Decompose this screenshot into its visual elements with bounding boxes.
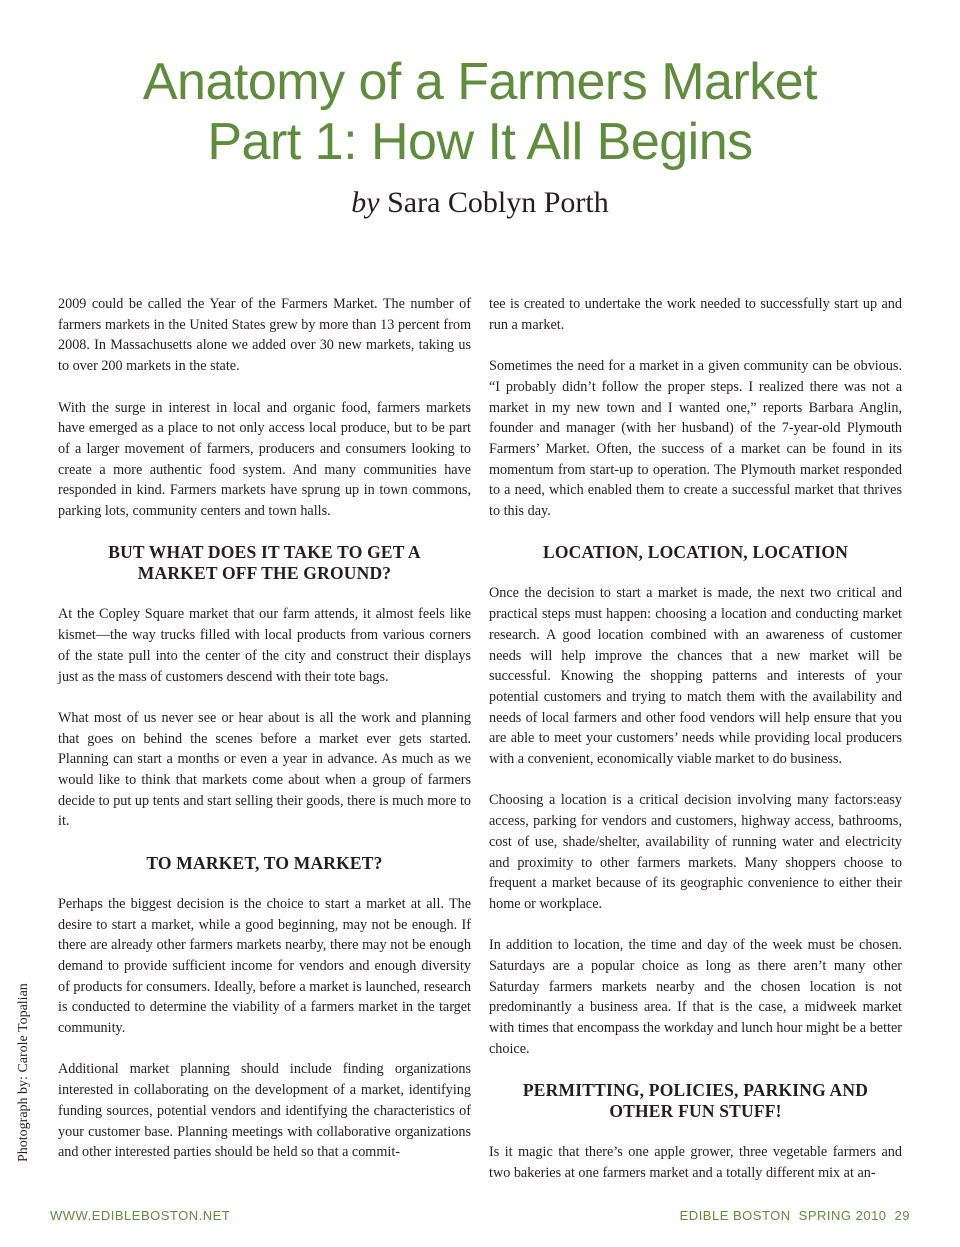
paragraph: Is it magic that there’s one apple grower, three vegetable farmers and two bakeries at one farmers market and a totally different mix at an- xyxy=(489,1144,902,1181)
paragraph: Perhaps the biggest decision is the choice to start a market at all. The desire to start a market, while a good beginning, may not be enough. If there are already other farmers markets nearby, there may not be enough demand to provide sufficient income for vendors and enough diversity of products for consumers. Ideally, before a market is launched, research is conducted to determine the viability of a farmers market in the target community. xyxy=(58,895,471,1037)
paragraph: Choosing a location is a critical decision involving many factors:easy access, parking for vendors and customers, highway access, bathrooms, cost of use, shade/shelter, availability of running water and electricity and proximity to other farmers markets. Many shoppers choose to frequent a market because of its geographic convenience to either their home or workplace. xyxy=(489,792,902,912)
photo-credit: Photograph by: Carole Topalian xyxy=(16,983,31,1162)
article-title xyxy=(0,52,960,172)
byline-prefix: by xyxy=(351,186,380,219)
paragraph: At the Copley Square market that our farm attends, it almost feels like kismet—the way trucks filled with local products from various corners of the state pull into the center of the city and construct their displays just as the mass of customers descend with their tote bags. xyxy=(58,606,471,685)
paragraph: Sometimes the need for a market in a given community can be obvious. “I probably didn’t follow the proper steps. I realized there was not a market in my new town and I wanted one,” reports Barbara Anglin, founder and manager (with her husband) of the 7-year-old Plymouth Farmers’ Market. Often, the success of a market can be found in its momentum from start-up to operation. The Plymouth market responded to a need, which enabled them to create a successful market that thrives to this day. xyxy=(489,358,902,520)
paragraph: Additional market planning should include finding organizations interested in collaborating on the development of a market, identifying funding sources, potential vendors and identifying the characteristics of your customer base. Planning meetings with collaborative organizations and other interested parties should be held so that a commit- xyxy=(58,1061,471,1161)
footer-folio xyxy=(680,1208,910,1223)
footer-issue: SPRING 2010 xyxy=(798,1208,887,1223)
section-heading: LOCATION, LOCATION, LOCATION xyxy=(542,542,849,563)
paragraph: tee is created to undertake the work needed to successfully start up and run a market. xyxy=(489,296,902,333)
footer-publication: EDIBLE BOSTON xyxy=(679,1208,791,1223)
paragraph: Once the decision to start a market is made, the next two critical and practical steps must happen: choosing a location and conducting market research. A good location combined with an awareness of customer needs will help improve the chances that a new market will be successful. Knowing the shopping patterns and interests of your potential customers and trying to match them with the availability and needs of local farmers and other food vendors will help ensure that you are able to meet your customers’ needs while providing local producers with a convenient, economically viable market to do business. xyxy=(489,585,902,768)
paragraph: 2009 could be called the Year of the Farmers Market. The number of farmers markets in the United States grew by more than 13 percent from 2008. In Massachusetts alone we added over 30 new markets, taking us to over 200 markets in the state. xyxy=(58,296,471,375)
paragraph: In addition to location, the time and day of the week must be chosen. Saturdays are a popular choice as long as there aren’t many other Saturday farmers markets nearby and the chosen location is not predominantly a business area. If that is the case, a midweek market with times that encompass the workday and lunch hour might be a better choice. xyxy=(489,937,902,1057)
page-number: 29 xyxy=(894,1208,910,1223)
footer-website: WWW.EDIBLEBOSTON.NET xyxy=(50,1208,231,1223)
byline xyxy=(0,186,960,220)
left-column xyxy=(58,294,471,1184)
title-line-2: Part 1: How It All Begins xyxy=(207,113,753,171)
section-heading: BUT WHAT DOES IT TAKE TO GET A MARKET OFF THE GROUND? xyxy=(108,542,421,584)
title-line-1: Anatomy of a Farmers Market xyxy=(142,53,818,111)
right-column xyxy=(489,294,902,1204)
paragraph: What most of us never see or hear about is all the work and planning that goes on behind the scenes before a market ever gets started. Planning can start a months or even a year in advance. As much as we would like to think that markets come about when a group of farmers decide to put up tents and start selling their goods, there is much more to it. xyxy=(58,709,471,830)
section-heading: PERMITTING, POLICIES, PARKING AND OTHER FUN STUFF! xyxy=(522,1080,869,1122)
section-heading: TO MARKET, TO MARKET? xyxy=(146,852,383,873)
paragraph: With the surge in interest in local and organic food, farmers markets have emerged as a place to not only access local produce, but to be part of a larger movement of farmers, producers and consumers looking to create a more authentic food system. And many communities have responded in kind. Farmers markets have sprung up in town commons, parking lots, community centers and town halls. xyxy=(58,399,471,520)
author-name: Sara Coblyn Porth xyxy=(387,186,609,219)
